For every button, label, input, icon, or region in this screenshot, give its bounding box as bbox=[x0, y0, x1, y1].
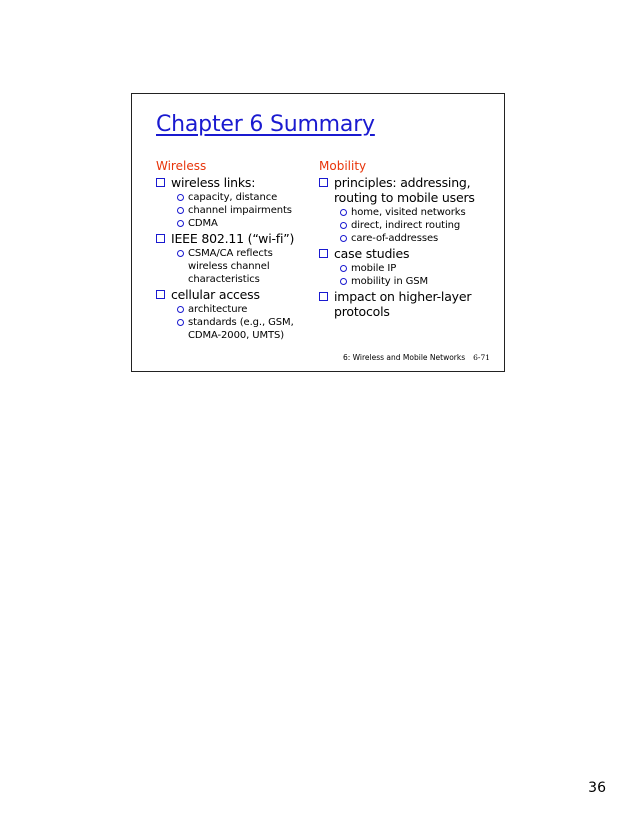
footer-chapter: 6: Wireless and Mobile Networks bbox=[342, 353, 466, 362]
sub-list-item-text: direct, indirect routing bbox=[351, 220, 461, 231]
circle-bullet-icon bbox=[340, 235, 347, 242]
mobility-list bbox=[319, 175, 499, 319]
list-item bbox=[319, 175, 499, 245]
sub-list-item-text: CSMA/CA reflects wireless channel characteristics bbox=[188, 248, 273, 285]
sub-list-item bbox=[334, 275, 499, 288]
sub-list-item bbox=[334, 262, 499, 275]
slide-title: Chapter 6 Summary bbox=[156, 112, 375, 137]
square-bullet-icon bbox=[156, 290, 165, 299]
sub-list-item bbox=[171, 303, 316, 316]
mobility-column bbox=[319, 158, 499, 319]
square-bullet-icon bbox=[156, 234, 165, 243]
circle-bullet-icon bbox=[340, 278, 347, 285]
square-bullet-icon bbox=[156, 178, 165, 187]
sub-list-item bbox=[334, 219, 499, 232]
sub-list bbox=[171, 247, 316, 286]
circle-bullet-icon bbox=[177, 194, 184, 201]
list-item-text: wireless links: bbox=[171, 175, 256, 190]
list-item bbox=[156, 287, 316, 342]
page-number: 36 bbox=[588, 780, 606, 796]
sub-list bbox=[171, 303, 316, 342]
sub-list-item-text: standards (e.g., GSM, CDMA-2000, UMTS) bbox=[188, 317, 294, 341]
wireless-column bbox=[156, 158, 316, 343]
list-item-text: case studies bbox=[334, 246, 410, 261]
sub-list-item-text: channel impairments bbox=[188, 205, 292, 216]
sub-list-item-text: care-of-addresses bbox=[351, 233, 439, 244]
square-bullet-icon bbox=[319, 249, 328, 258]
square-bullet-icon bbox=[319, 292, 328, 301]
sub-list-item-text: CDMA bbox=[188, 218, 218, 229]
sub-list-item bbox=[171, 247, 316, 286]
list-item bbox=[156, 231, 316, 286]
slide-footer bbox=[343, 353, 490, 362]
list-item bbox=[319, 246, 499, 288]
square-bullet-icon bbox=[319, 178, 328, 187]
sub-list-item bbox=[171, 217, 316, 230]
sub-list-item-text: architecture bbox=[188, 304, 248, 315]
footer-slide-number: 6-71 bbox=[473, 353, 490, 362]
circle-bullet-icon bbox=[340, 265, 347, 272]
sub-list-item bbox=[334, 206, 499, 219]
sub-list-item bbox=[334, 232, 499, 245]
circle-bullet-icon bbox=[177, 207, 184, 214]
wireless-list bbox=[156, 175, 316, 342]
list-item bbox=[319, 289, 499, 319]
sub-list-item-text: mobile IP bbox=[351, 263, 397, 274]
circle-bullet-icon bbox=[177, 220, 184, 227]
sub-list-item-text: home, visited networks bbox=[351, 207, 466, 218]
list-item bbox=[156, 175, 316, 230]
list-item-text: impact on higher-layer protocols bbox=[334, 289, 472, 319]
sub-list-item bbox=[171, 191, 316, 204]
list-item-text: principles: addressing, routing to mobile users bbox=[334, 175, 475, 205]
sub-list-item bbox=[171, 204, 316, 217]
circle-bullet-icon bbox=[177, 319, 184, 326]
list-item-text: cellular access bbox=[171, 287, 260, 302]
sub-list-item-text: mobility in GSM bbox=[351, 276, 429, 287]
circle-bullet-icon bbox=[177, 250, 184, 257]
slide bbox=[131, 93, 505, 372]
sub-list bbox=[334, 262, 499, 288]
wireless-heading: Wireless bbox=[156, 159, 207, 173]
sub-list bbox=[171, 191, 316, 230]
sub-list bbox=[334, 206, 499, 245]
circle-bullet-icon bbox=[177, 306, 184, 313]
mobility-heading: Mobility bbox=[319, 159, 367, 173]
sub-list-item bbox=[171, 316, 316, 342]
circle-bullet-icon bbox=[340, 209, 347, 216]
list-item-text: IEEE 802.11 (“wi-fi”) bbox=[171, 231, 295, 246]
circle-bullet-icon bbox=[340, 222, 347, 229]
sub-list-item-text: capacity, distance bbox=[188, 192, 278, 203]
